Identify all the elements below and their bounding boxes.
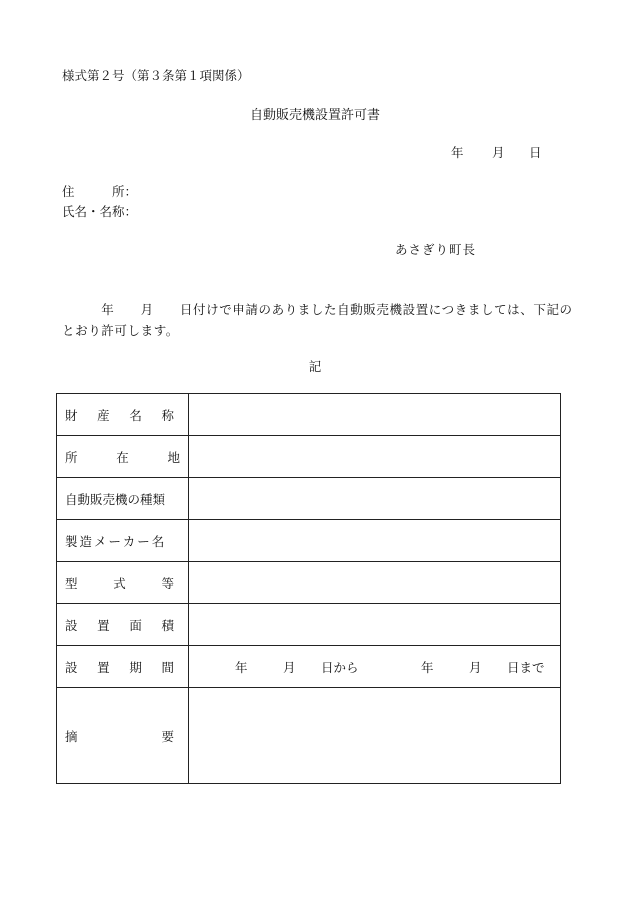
label-location: 所 在 地 [57,436,189,478]
label-manufacturer: 製造メーカー名 [57,520,189,562]
period-start-day: 日から [321,659,359,675]
value-location[interactable] [189,436,561,478]
table-row [57,394,561,436]
period-end-day: 日まで [507,659,545,675]
value-machine-type[interactable] [189,478,561,520]
address-label: 住 所： [62,184,138,199]
form-number: 様式第２号（第３条第１項関係） [62,68,250,83]
issue-date [451,143,542,161]
label-period: 設 置 期 間 [57,646,189,688]
value-period[interactable] [189,646,561,688]
date-month: 月 [492,145,505,160]
value-area[interactable] [189,604,561,646]
table-row [57,478,561,520]
issuer-name: あさぎり町長 [395,242,477,257]
value-manufacturer[interactable] [189,520,561,562]
period-start-year: 年 [235,659,248,675]
period-end-month: 月 [469,659,482,675]
period-end-year: 年 [421,659,434,675]
date-day: 日 [529,145,542,160]
date-year: 年 [451,145,464,160]
label-model: 型 式 等 [57,562,189,604]
label-machine-type: 自動販売機の種類 [57,478,189,520]
table-row [57,646,561,688]
table-row [57,604,561,646]
period-start-month: 月 [283,659,296,675]
table-row [57,436,561,478]
permit-table [56,393,561,784]
ki-heading: 記 [308,359,322,374]
table-row [57,688,561,784]
body-text: 年 月 日付けで申請のありました自動販売機設置につきましては、下記のとおり許可します。 [62,302,573,338]
table-row [57,562,561,604]
label-remarks: 摘 要 [57,688,189,784]
value-property-name[interactable] [189,394,561,436]
table-row [57,520,561,562]
value-remarks[interactable] [189,688,561,784]
label-area: 設 置 面 積 [57,604,189,646]
value-model[interactable] [189,562,561,604]
label-property-name: 財 産 名 称 [57,394,189,436]
name-label: 氏名・名称： [62,204,138,219]
document-title: 自動販売機設置許可書 [249,108,380,123]
